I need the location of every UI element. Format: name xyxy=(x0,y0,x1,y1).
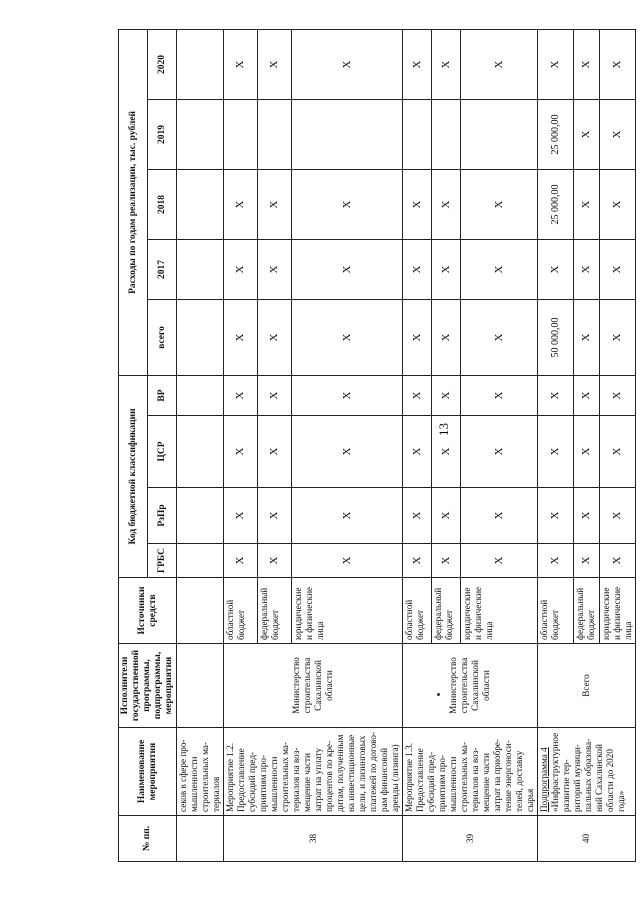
cell-rzpr: X xyxy=(461,488,538,544)
header-2017: 2017 xyxy=(148,239,177,299)
cell-rzpr: X xyxy=(258,488,292,544)
cell-rzpr: X xyxy=(600,488,636,544)
cell-2017: X xyxy=(432,239,461,299)
cell-grbs: X xyxy=(224,544,258,578)
table-row xyxy=(177,29,224,861)
cell-vr: X xyxy=(461,375,538,415)
cell-2019 xyxy=(258,99,292,169)
cell-2019 xyxy=(403,99,432,169)
cell-rzpr: X xyxy=(292,488,403,544)
cell-2018: X xyxy=(292,169,403,239)
cell-2017: X xyxy=(461,239,538,299)
cell-2018: X xyxy=(224,169,258,239)
cell-2018: X xyxy=(432,169,461,239)
cell-grbs: X xyxy=(403,544,432,578)
cell-csr: X xyxy=(574,416,600,488)
row-source: федеральный бюджет xyxy=(574,578,600,644)
cell-total: 50 000,00 xyxy=(538,299,574,375)
header-rzpr: РзПр xyxy=(148,488,177,544)
cell-2019 xyxy=(432,99,461,169)
cell-2017: X xyxy=(574,239,600,299)
cell-csr: X xyxy=(461,416,538,488)
subprogram-title: «Инфраструктурное развитие территорий муниципальных образований Сахалинской области до 2020 года» xyxy=(550,732,626,812)
cell-2019 xyxy=(224,99,258,169)
subprogram-label: Подпрограмма 4 xyxy=(539,747,549,812)
cell-2020: X xyxy=(432,29,461,99)
cell-total: X xyxy=(461,299,538,375)
cell-csr: X xyxy=(403,416,432,488)
row-source: федеральный бюджет xyxy=(432,578,461,644)
cell-2020: X xyxy=(574,29,600,99)
cell-rzpr: X xyxy=(538,488,574,544)
row-executor: Всего xyxy=(538,644,636,728)
row-source: юридические и физические лица xyxy=(292,578,403,644)
table-row xyxy=(403,29,432,861)
cell-2019: X xyxy=(600,99,636,169)
row-executor xyxy=(177,644,224,728)
cell-grbs: X xyxy=(574,544,600,578)
cell-2020: X xyxy=(258,29,292,99)
cell-2017: X xyxy=(292,239,403,299)
cell-2019: X xyxy=(574,99,600,169)
row-executor: Министерство строительства Сахалинской области xyxy=(403,644,538,728)
row-num: 40 xyxy=(538,816,636,862)
row-name: секов в сфере промышленности строительных материалов xyxy=(177,728,224,816)
cell-csr: X xyxy=(258,416,292,488)
header-2020: 2020 xyxy=(148,29,177,99)
cell-total: X xyxy=(224,299,258,375)
cell-total: X xyxy=(292,299,403,375)
cell-2017: X xyxy=(224,239,258,299)
cell-csr: X xyxy=(292,416,403,488)
budget-table xyxy=(118,29,636,862)
row-source: областной бюджет xyxy=(538,578,574,644)
header-total: всего xyxy=(148,299,177,375)
cell-2020: X xyxy=(600,29,636,99)
cell-2018: X xyxy=(403,169,432,239)
header-2019: 2019 xyxy=(148,99,177,169)
header-csr: ЦСР xyxy=(148,416,177,488)
row-name: Мероприятие 1.3. Предоставление субсидий предприятиям промышленности строительных материалов на возмещение части затрат на приобретение энергоносителей, доставку сырья xyxy=(403,728,538,816)
header-row-1 xyxy=(119,29,148,861)
cell-vr: X xyxy=(538,375,574,415)
cell-2017: X xyxy=(258,239,292,299)
cell-2018: X xyxy=(258,169,292,239)
cell-grbs: X xyxy=(600,544,636,578)
header-budget-code: Код бюджетной классификации xyxy=(119,375,148,577)
header-name: Наименование мероприятия xyxy=(119,728,177,816)
cell-vr: X xyxy=(292,375,403,415)
cell-vr: X xyxy=(224,375,258,415)
cell-vr: X xyxy=(432,375,461,415)
cell-csr: X xyxy=(224,416,258,488)
cell-rzpr: X xyxy=(574,488,600,544)
cell-vr: X xyxy=(258,375,292,415)
cell-rzpr: X xyxy=(432,488,461,544)
cell-2017: X xyxy=(403,239,432,299)
cell-2020: X xyxy=(292,29,403,99)
cell-2018: X xyxy=(461,169,538,239)
cell-vr: X xyxy=(574,375,600,415)
cell-2018: 25 000,00 xyxy=(538,169,574,239)
row-name: Мероприятие 1.2. Предоставление субсидий предприятиям промышленности строительных материалов на возмещение части затрат на уплату процентов по кредитам, полученным на инвестиционные цели, и лизинговых платежей по договорам финансовой аренды (лизинга) xyxy=(224,728,403,816)
scan-speck xyxy=(437,693,440,696)
row-source: юридические и физические лица xyxy=(461,578,538,644)
cell-rzpr: X xyxy=(224,488,258,544)
row-source: федеральный бюджет xyxy=(258,578,292,644)
cell-2019 xyxy=(292,99,403,169)
cell-csr: X xyxy=(432,416,461,488)
row-num: 39 xyxy=(403,816,538,862)
cell-2020: X xyxy=(403,29,432,99)
table-row xyxy=(538,29,574,861)
cell-2020: X xyxy=(538,29,574,99)
row-executor: Министерство строительства Сахалинской области xyxy=(224,644,403,728)
cell-csr: X xyxy=(538,416,574,488)
cell-vr: X xyxy=(403,375,432,415)
cell-vr: X xyxy=(600,375,636,415)
cell-rzpr: X xyxy=(403,488,432,544)
cell-total: X xyxy=(403,299,432,375)
rotated-table-container xyxy=(118,30,633,862)
row-source: областной бюджет xyxy=(224,578,258,644)
cell-2020: X xyxy=(461,29,538,99)
table-row xyxy=(224,29,258,861)
cell-2019 xyxy=(461,99,538,169)
cell-total: X xyxy=(258,299,292,375)
cell-2019: 25 000,00 xyxy=(538,99,574,169)
row-source: юридические и физические лица xyxy=(600,578,636,644)
header-executor: Исполнители государственной программы, подпрограммы, мероприятия xyxy=(119,644,177,728)
row-source: областной бюджет xyxy=(403,578,432,644)
cell-total: X xyxy=(600,299,636,375)
cell-2017: X xyxy=(538,239,574,299)
page-number: 13 xyxy=(436,423,451,436)
row-num: 38 xyxy=(224,816,403,862)
cell-total: X xyxy=(432,299,461,375)
header-num: № пп. xyxy=(119,816,177,862)
cell-grbs: X xyxy=(432,544,461,578)
row-name xyxy=(538,728,636,816)
cell-grbs: X xyxy=(258,544,292,578)
cell-csr: X xyxy=(600,416,636,488)
cell-2017: X xyxy=(600,239,636,299)
row-source xyxy=(177,578,224,644)
header-source: Источники средств xyxy=(119,578,177,644)
cell-total: X xyxy=(574,299,600,375)
cell-grbs: X xyxy=(461,544,538,578)
cell-2020: X xyxy=(224,29,258,99)
header-2018: 2018 xyxy=(148,169,177,239)
header-expenses: Расходы по годам реализации, тыс. рублей xyxy=(119,29,148,375)
header-vr: ВР xyxy=(148,375,177,415)
cell-2018: X xyxy=(600,169,636,239)
header-grbs: ГРБС xyxy=(148,544,177,578)
cell-grbs: X xyxy=(538,544,574,578)
cell-2018: X xyxy=(574,169,600,239)
row-num xyxy=(177,816,224,862)
cell-grbs: X xyxy=(292,544,403,578)
